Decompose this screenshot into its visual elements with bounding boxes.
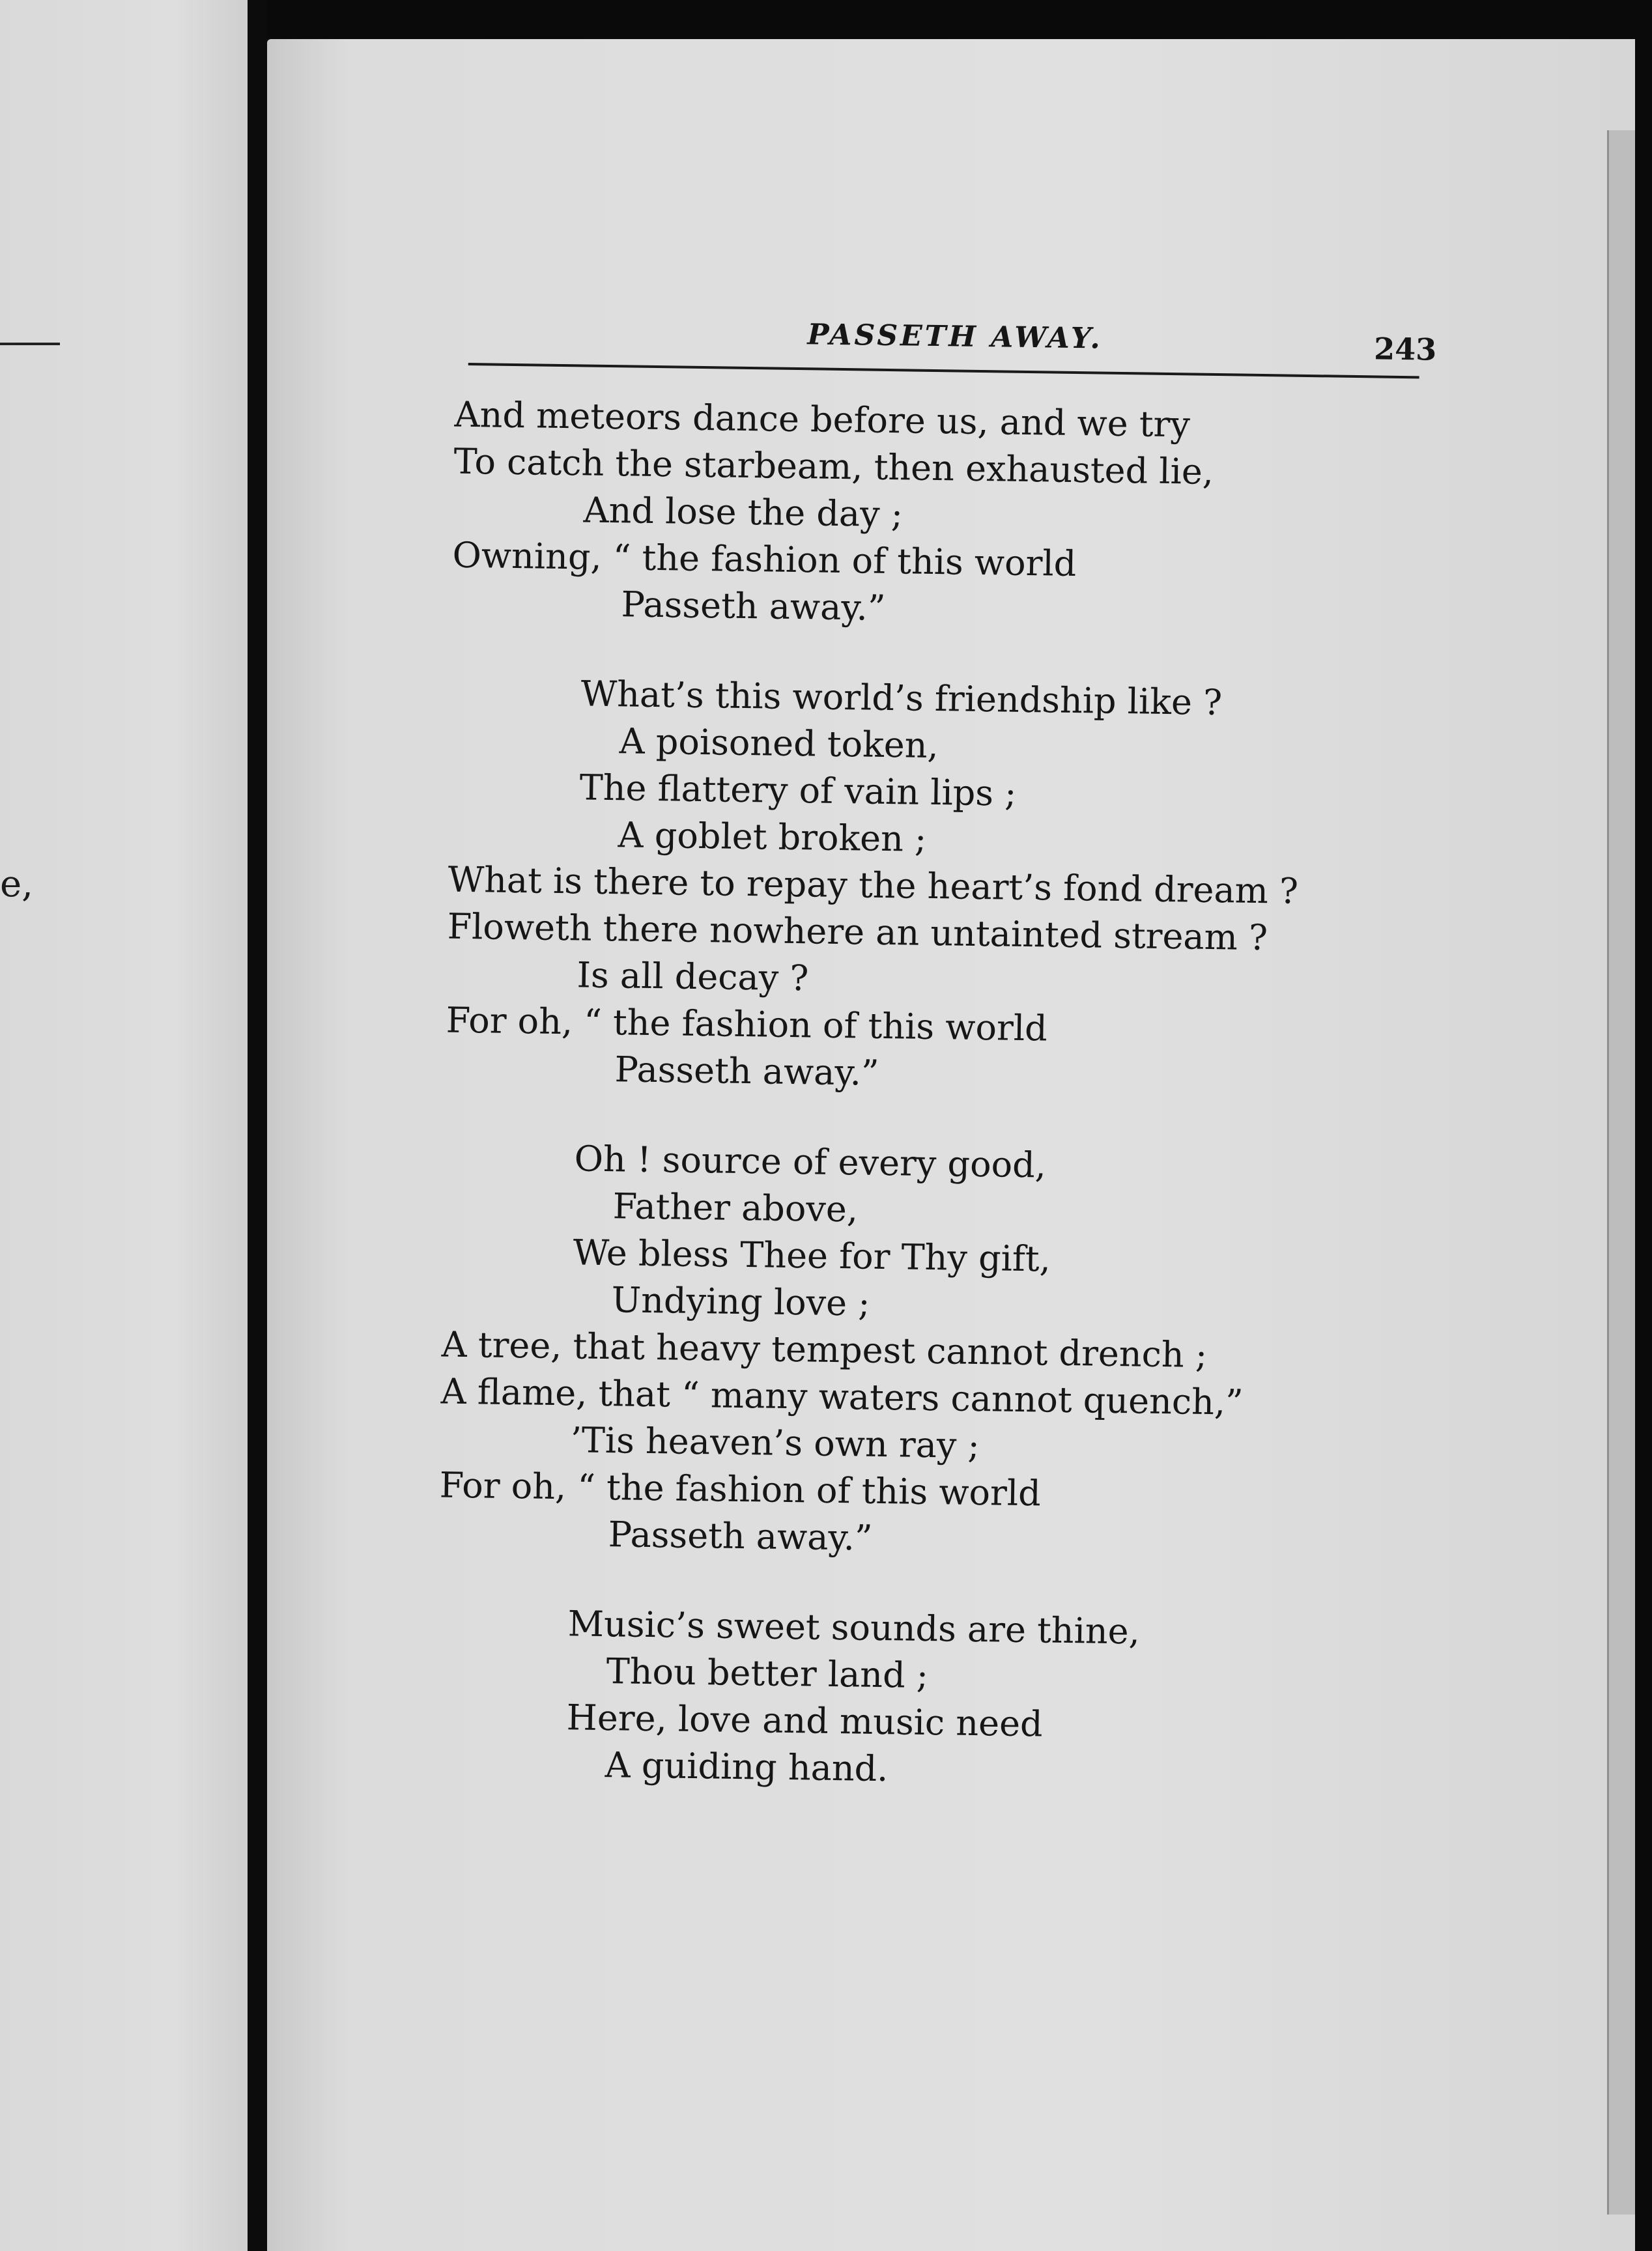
poem-line: For oh, “ the fashion of this world [446, 999, 1048, 1049]
book-gutter [248, 0, 267, 2251]
poem-line: We bless Thee for Thy gift, [573, 1232, 1051, 1280]
poem-line: A flame, that “ many waters cannot quench,” [440, 1370, 1244, 1423]
poem-line: And lose the day ; [583, 489, 904, 535]
header-rule [468, 363, 1419, 378]
poem-line: And meteors dance before us, and we try [454, 393, 1191, 446]
poem-line: Undying love ; [611, 1279, 870, 1324]
page-content [402, 306, 1439, 1843]
poem-line: What’s this world’s friendship like ? [580, 673, 1223, 724]
poem-line: Oh ! source of every good, [574, 1138, 1047, 1186]
stanza [412, 668, 1434, 1105]
left-page-rule [0, 343, 60, 345]
left-page-text-fragment: e, [0, 863, 33, 905]
page-number: 243 [1373, 331, 1437, 367]
poem-line: A tree, that heavy tempest cannot drench ; [441, 1324, 1208, 1376]
poem-line: Owning, “ the fashion of this world [452, 534, 1077, 585]
poem-line: Is all decay ? [577, 954, 809, 999]
poem-line: Father above, [612, 1185, 859, 1230]
poem-line: Passeth away.” [614, 1049, 879, 1094]
running-title: PASSETH AWAY. [807, 318, 1104, 356]
page-edge [1607, 130, 1635, 2215]
stanza [406, 1133, 1428, 1570]
poem [403, 391, 1438, 1800]
poem-line: Here, love and music need [566, 1697, 1044, 1745]
poem-line: Thou better land ; [606, 1650, 929, 1697]
poem-line: A poisoned token, [619, 720, 939, 767]
stanza [403, 1598, 1421, 1800]
poem-line: What is there to repay the heart’s fond dream ? [448, 858, 1299, 912]
poem-line: Passeth away.” [608, 1514, 873, 1559]
poem-line: For oh, “ the fashion of this world [439, 1464, 1042, 1514]
left-page [0, 0, 248, 2251]
poem-line: Floweth there nowhere an untainted stream ? [447, 905, 1268, 959]
stanza [419, 391, 1438, 640]
poem-line: A guiding hand. [605, 1744, 889, 1790]
poem-line: To catch the starbeam, then exhausted lie, [453, 440, 1214, 492]
poem-line: The flattery of vain lips ; [579, 767, 1017, 814]
poem-line: ’Tis heaven’s own ray ; [570, 1419, 980, 1467]
poem-line: Music’s sweet sounds are thine, [567, 1603, 1141, 1652]
poem-line: Passeth away.” [621, 584, 886, 629]
poem-line: A goblet broken ; [618, 814, 927, 860]
running-head [423, 306, 1440, 386]
